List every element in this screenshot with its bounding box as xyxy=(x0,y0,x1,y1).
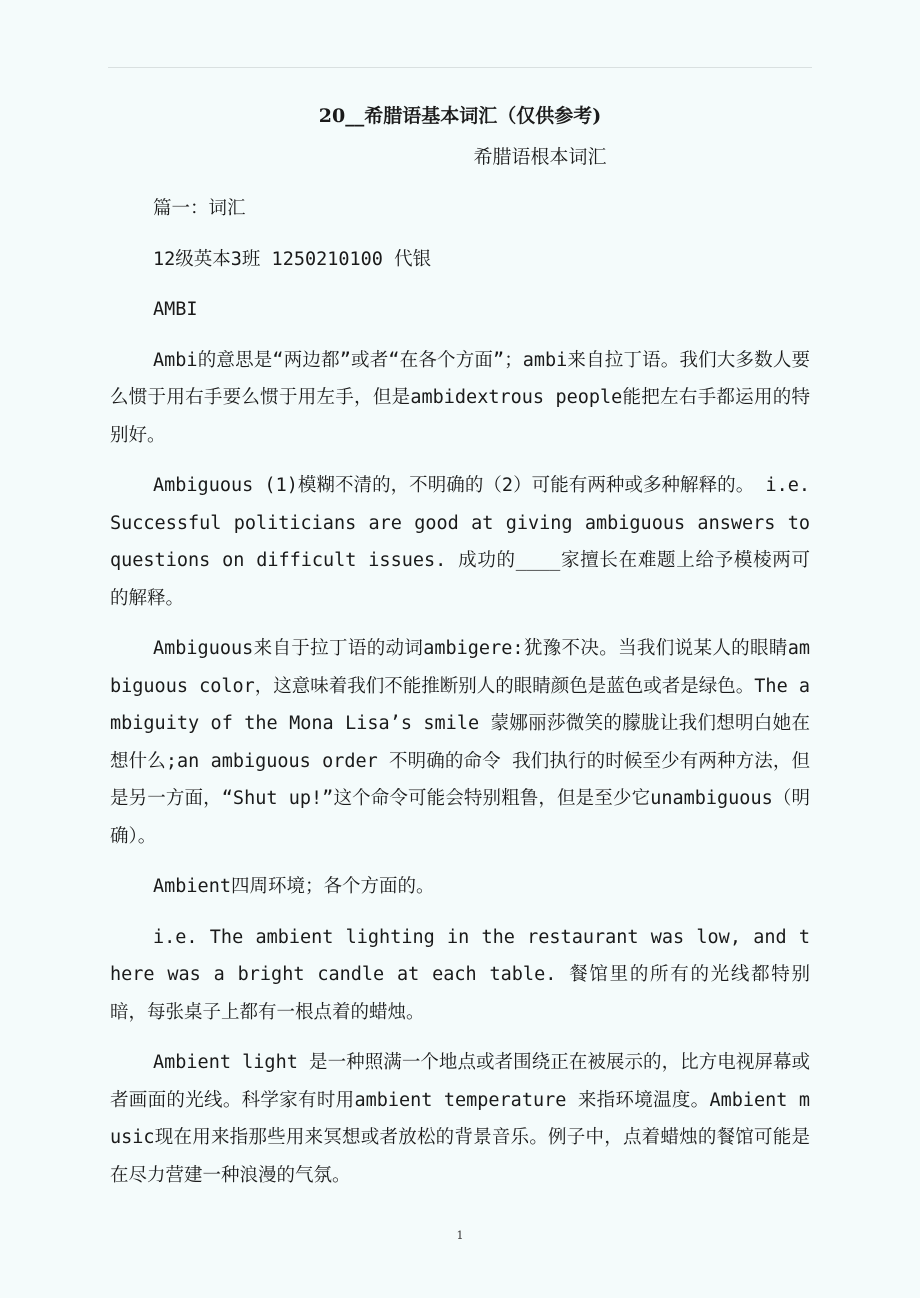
body-paragraph: Ambi的意思是“两边都”或者“在各个方面”；ambi来自拉丁语。我们大多数人要么惯于用右手要么惯于用左手，但是ambidextrous people能把左右手都运用的特别好。 xyxy=(110,349,810,446)
document-body xyxy=(110,190,810,1207)
body-paragraph: i.e. The ambient lighting in the restaurant was low, and there was a bright candle at each table. 餐馆里的所有的光线都特别暗，每张桌子上都有一根点着的蜡烛。 xyxy=(110,926,810,1023)
author-line: 12级英本3班 1250210100 代银 xyxy=(153,248,432,270)
body-paragraph: Ambient light 是一种照满一个地点或者围绕正在被展示的，比方电视屏幕或者画面的光线。科学家有时用ambient temperature 来指环境温度。Ambient music现在用来指那些用来冥想或者放松的背景音乐。例子中，点着蜡烛的餐馆可能是在尽力营建一种浪漫的气氛。 xyxy=(110,1052,810,1186)
section-heading: 篇一：词汇 xyxy=(153,198,246,219)
document-subtitle: 希腊语根本词汇 xyxy=(473,146,607,168)
body-paragraph: Ambiguous来自于拉丁语的动词ambigere:犹豫不决。当我们说某人的眼睛ambiguous color，这意味着我们不能推断别人的眼睛颜色是蓝色或者是绿色。The ambiguity of the Mona Lisa’s smile 蒙娜丽莎微笑的朦胧让我们想明白她在想什么;an ambiguous order 不明确的命令 我们执行的时候至少有两种方法，但是另一方面，“Shut up!”这个命令可能会特别粗鲁，但是至少它unambiguous（明确）。 xyxy=(110,638,810,847)
document-title: 20__希腊语基本词汇（仅供参考) xyxy=(318,105,602,127)
root-heading: AMBI xyxy=(153,299,198,320)
body-paragraph: Ambiguous (1)模糊不清的，不明确的（2）可能有两种或多种解释的。 i.e. Successful politicians are good at giving ambiguous answers to questions on difficult issues. 成功的____家擅长在难题上给予模棱两可的解释。 xyxy=(110,475,810,609)
page-number: 1 xyxy=(456,1229,464,1242)
header-divider xyxy=(108,67,812,68)
body-paragraph: Ambient四周环境；各个方面的。 xyxy=(153,876,435,897)
